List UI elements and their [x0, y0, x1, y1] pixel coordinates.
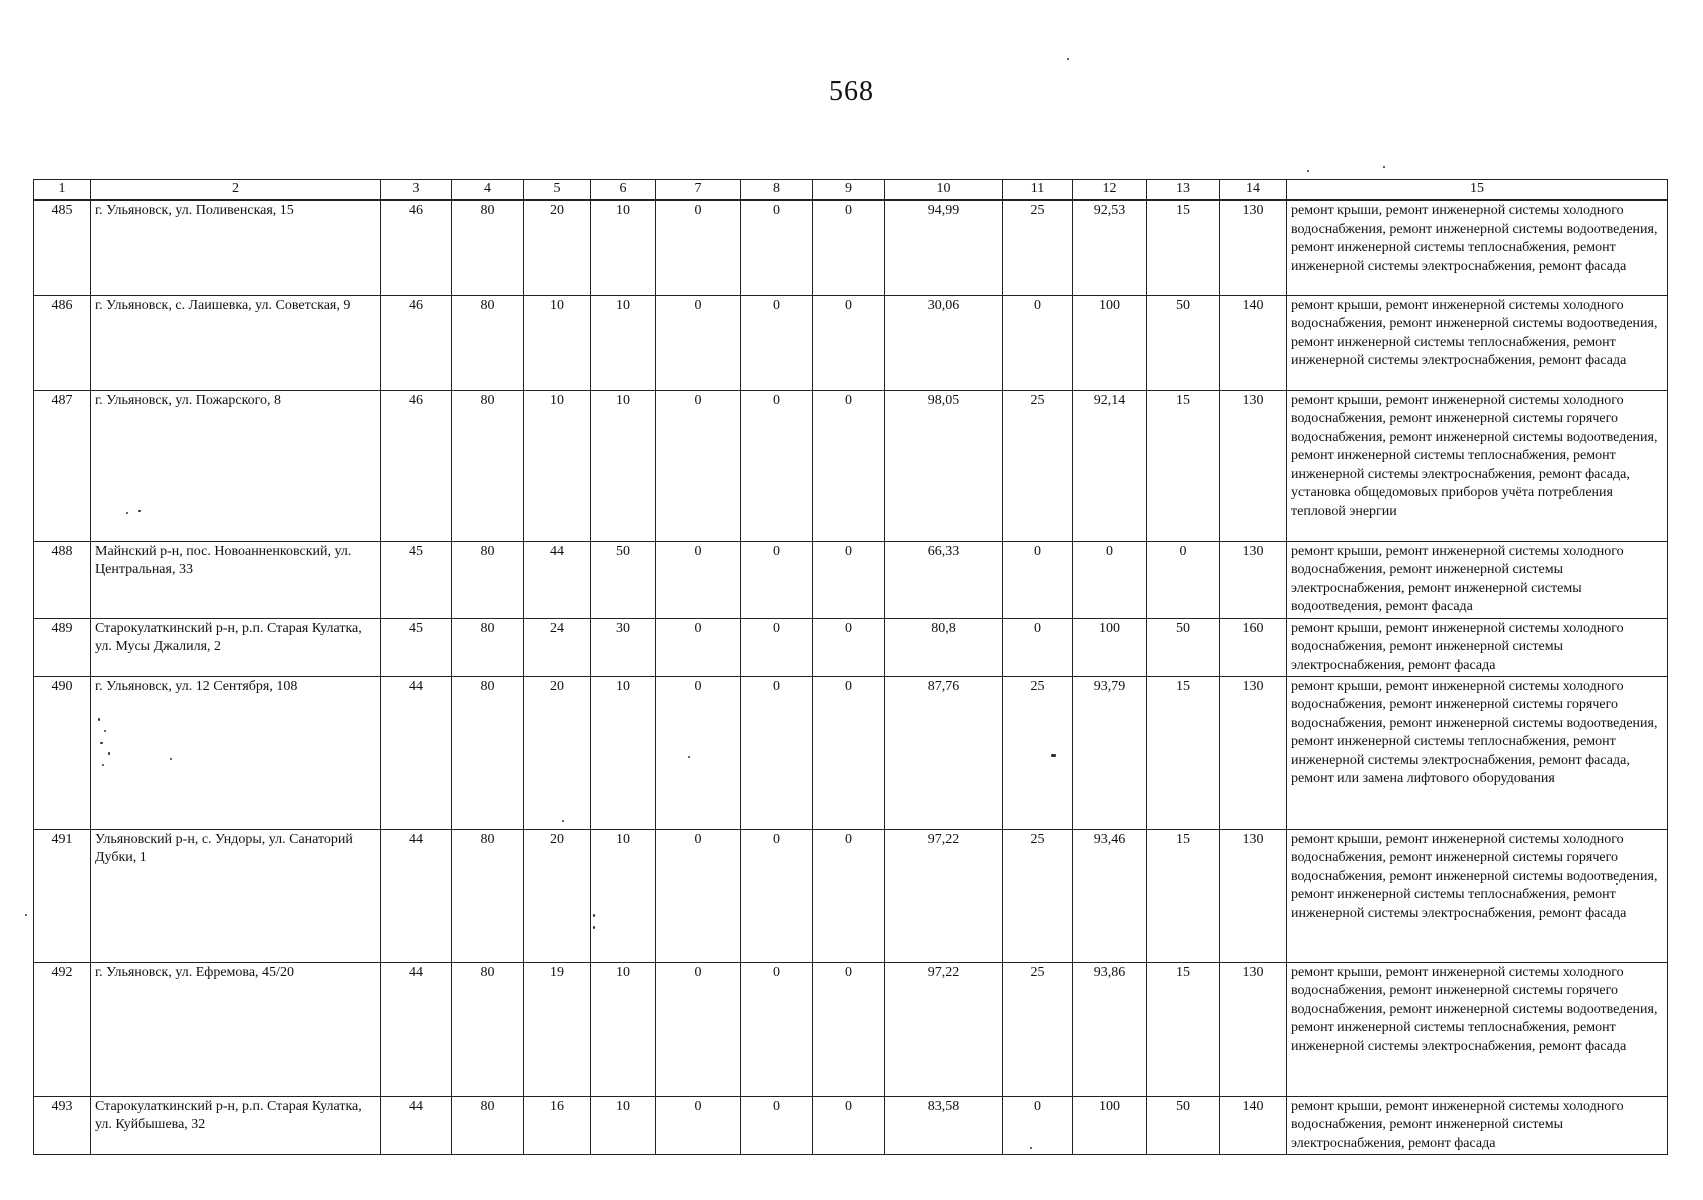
- col12-cell: 100: [1073, 1096, 1147, 1154]
- row-number: 493: [34, 1096, 91, 1154]
- col8-cell: 0: [741, 618, 813, 676]
- col11-cell: 25: [1003, 962, 1073, 1096]
- scan-speck: [25, 914, 27, 916]
- col14-cell: 130: [1220, 676, 1287, 829]
- col14-cell: 130: [1220, 962, 1287, 1096]
- scan-speck: [170, 758, 172, 760]
- col7-cell: 0: [656, 618, 741, 676]
- col13-cell: 15: [1147, 676, 1220, 829]
- row-number: 492: [34, 962, 91, 1096]
- table-row: [34, 676, 1668, 829]
- col9-cell: 0: [813, 200, 885, 295]
- column-header: 9: [813, 180, 885, 201]
- col6-cell: 10: [591, 1096, 656, 1154]
- table-header-row: [34, 180, 1668, 201]
- col10-cell: 98,05: [885, 390, 1003, 541]
- col12-cell: 92,53: [1073, 200, 1147, 295]
- col14-cell: 130: [1220, 829, 1287, 962]
- col11-cell: 25: [1003, 200, 1073, 295]
- col13-cell: 15: [1147, 829, 1220, 962]
- housing-repair-table: [33, 179, 1668, 1155]
- col6-cell: 10: [591, 829, 656, 962]
- col12-cell: 100: [1073, 618, 1147, 676]
- col4-cell: 80: [452, 676, 524, 829]
- col8-cell: 0: [741, 676, 813, 829]
- column-header: 13: [1147, 180, 1220, 201]
- col12-cell: 100: [1073, 295, 1147, 390]
- col5-cell: 20: [524, 676, 591, 829]
- col13-cell: 50: [1147, 1096, 1220, 1154]
- col9-cell: 0: [813, 962, 885, 1096]
- scan-speck: [593, 926, 595, 929]
- row-number: 487: [34, 390, 91, 541]
- column-header: 7: [656, 180, 741, 201]
- col6-cell: 10: [591, 390, 656, 541]
- col12-cell: 93,46: [1073, 829, 1147, 962]
- row-number: 489: [34, 618, 91, 676]
- address-cell: Старокулаткинский р-н, р.п. Старая Кулатка, ул. Куйбышева, 32: [91, 1096, 381, 1154]
- col12-cell: 92,14: [1073, 390, 1147, 541]
- address-cell: г. Ульяновск, ул. Ефремова, 45/20: [91, 962, 381, 1096]
- col5-cell: 44: [524, 541, 591, 618]
- scan-speck: [688, 756, 690, 758]
- col7-cell: 0: [656, 390, 741, 541]
- column-header: 10: [885, 180, 1003, 201]
- page-number: 568: [829, 76, 874, 107]
- col10-cell: 94,99: [885, 200, 1003, 295]
- scan-speck: [1067, 58, 1069, 60]
- col13-cell: 15: [1147, 390, 1220, 541]
- col6-cell: 10: [591, 200, 656, 295]
- table-row: [34, 829, 1668, 962]
- col8-cell: 0: [741, 1096, 813, 1154]
- address-cell: Майнский р-н, пос. Новоанненковский, ул. Центральная, 33: [91, 541, 381, 618]
- col3-cell: 44: [381, 676, 452, 829]
- col4-cell: 80: [452, 1096, 524, 1154]
- col13-cell: 15: [1147, 200, 1220, 295]
- col11-cell: 25: [1003, 829, 1073, 962]
- col12-cell: 93,79: [1073, 676, 1147, 829]
- col9-cell: 0: [813, 541, 885, 618]
- col14-cell: 140: [1220, 1096, 1287, 1154]
- column-header: 1: [34, 180, 91, 201]
- scan-speck: [102, 764, 104, 766]
- col14-cell: 130: [1220, 390, 1287, 541]
- column-header: 14: [1220, 180, 1287, 201]
- row-number: 490: [34, 676, 91, 829]
- col12-cell: 0: [1073, 541, 1147, 618]
- col11-cell: 0: [1003, 1096, 1073, 1154]
- col9-cell: 0: [813, 390, 885, 541]
- address-cell: г. Ульяновск, с. Лаишевка, ул. Советская, 9: [91, 295, 381, 390]
- col7-cell: 0: [656, 962, 741, 1096]
- col5-cell: 10: [524, 295, 591, 390]
- col5-cell: 20: [524, 829, 591, 962]
- table-row: [34, 200, 1668, 295]
- row-number: 491: [34, 829, 91, 962]
- column-header: 11: [1003, 180, 1073, 201]
- col11-cell: 25: [1003, 676, 1073, 829]
- col4-cell: 80: [452, 618, 524, 676]
- col11-cell: 0: [1003, 541, 1073, 618]
- col13-cell: 15: [1147, 962, 1220, 1096]
- col4-cell: 80: [452, 295, 524, 390]
- works-cell: ремонт крыши, ремонт инженерной системы холодного водоснабжения, ремонт инженерной системы электроснабжения, ремонт фасада: [1287, 1096, 1668, 1154]
- scan-speck: [126, 512, 128, 514]
- scan-speck: [1051, 754, 1056, 757]
- col10-cell: 97,22: [885, 829, 1003, 962]
- scan-speck: [1307, 170, 1309, 172]
- works-cell: ремонт крыши, ремонт инженерной системы холодного водоснабжения, ремонт инженерной системы горячего водоснабжения, ремонт инженерной системы водоотведения, ремонт инженерной системы теплоснабжения, ремонт инженерной системы электроснабжения, ремонт фасада: [1287, 829, 1668, 962]
- scan-speck: [138, 510, 141, 512]
- table-row: [34, 962, 1668, 1096]
- column-header: 12: [1073, 180, 1147, 201]
- col6-cell: 50: [591, 541, 656, 618]
- col8-cell: 0: [741, 829, 813, 962]
- col4-cell: 80: [452, 390, 524, 541]
- col9-cell: 0: [813, 676, 885, 829]
- col5-cell: 16: [524, 1096, 591, 1154]
- address-cell: г. Ульяновск, ул. 12 Сентября, 108: [91, 676, 381, 829]
- col7-cell: 0: [656, 200, 741, 295]
- col8-cell: 0: [741, 200, 813, 295]
- col7-cell: 0: [656, 1096, 741, 1154]
- col6-cell: 10: [591, 295, 656, 390]
- col4-cell: 80: [452, 541, 524, 618]
- col14-cell: 130: [1220, 200, 1287, 295]
- row-number: 488: [34, 541, 91, 618]
- col10-cell: 87,76: [885, 676, 1003, 829]
- address-cell: г. Ульяновск, ул. Поливенская, 15: [91, 200, 381, 295]
- col8-cell: 0: [741, 962, 813, 1096]
- works-cell: ремонт крыши, ремонт инженерной системы холодного водоснабжения, ремонт инженерной системы горячего водоснабжения, ремонт инженерной системы водоотведения, ремонт инженерной системы теплоснабжения, ремонт инженерной системы электроснабжения, ремонт фасада: [1287, 962, 1668, 1096]
- scan-speck: [593, 914, 595, 917]
- table-row: [34, 390, 1668, 541]
- column-header: 15: [1287, 180, 1668, 201]
- col10-cell: 83,58: [885, 1096, 1003, 1154]
- scan-speck: [108, 752, 110, 755]
- col6-cell: 10: [591, 676, 656, 829]
- col5-cell: 24: [524, 618, 591, 676]
- works-cell: ремонт крыши, ремонт инженерной системы холодного водоснабжения, ремонт инженерной системы горячего водоснабжения, ремонт инженерной системы водоотведения, ремонт инженерной системы теплоснабжения, ремонт инженерной системы электроснабжения, ремонт фасада, ремонт или замена лифтового оборудования: [1287, 676, 1668, 829]
- col6-cell: 30: [591, 618, 656, 676]
- col3-cell: 44: [381, 962, 452, 1096]
- row-number: 485: [34, 200, 91, 295]
- col5-cell: 19: [524, 962, 591, 1096]
- col8-cell: 0: [741, 541, 813, 618]
- col5-cell: 10: [524, 390, 591, 541]
- scan-speck: [100, 742, 103, 744]
- col3-cell: 46: [381, 200, 452, 295]
- col3-cell: 44: [381, 1096, 452, 1154]
- col13-cell: 0: [1147, 541, 1220, 618]
- col4-cell: 80: [452, 200, 524, 295]
- address-cell: г. Ульяновск, ул. Пожарского, 8: [91, 390, 381, 541]
- col14-cell: 140: [1220, 295, 1287, 390]
- col11-cell: 25: [1003, 390, 1073, 541]
- col3-cell: 45: [381, 541, 452, 618]
- scan-speck: [98, 718, 100, 721]
- col4-cell: 80: [452, 962, 524, 1096]
- col10-cell: 97,22: [885, 962, 1003, 1096]
- address-cell: Старокулаткинский р-н, р.п. Старая Кулатка, ул. Мусы Джалиля, 2: [91, 618, 381, 676]
- works-cell: ремонт крыши, ремонт инженерной системы холодного водоснабжения, ремонт инженерной системы электроснабжения, ремонт фасада: [1287, 618, 1668, 676]
- address-cell: Ульяновский р-н, с. Ундоры, ул. Санаторий Дубки, 1: [91, 829, 381, 962]
- scan-speck: [1383, 166, 1385, 168]
- scan-speck: [562, 820, 564, 822]
- col9-cell: 0: [813, 618, 885, 676]
- col10-cell: 80,8: [885, 618, 1003, 676]
- works-cell: ремонт крыши, ремонт инженерной системы холодного водоснабжения, ремонт инженерной системы электроснабжения, ремонт инженерной системы водоотведения, ремонт фасада: [1287, 541, 1668, 618]
- table-row: [34, 618, 1668, 676]
- works-cell: ремонт крыши, ремонт инженерной системы холодного водоснабжения, ремонт инженерной системы водоотведения, ремонт инженерной системы теплоснабжения, ремонт инженерной системы электроснабжения, ремонт фасада: [1287, 295, 1668, 390]
- col11-cell: 0: [1003, 295, 1073, 390]
- col13-cell: 50: [1147, 618, 1220, 676]
- col4-cell: 80: [452, 829, 524, 962]
- scan-speck: [1030, 1147, 1032, 1149]
- column-header: 6: [591, 180, 656, 201]
- col3-cell: 46: [381, 390, 452, 541]
- col8-cell: 0: [741, 295, 813, 390]
- column-header: 5: [524, 180, 591, 201]
- col7-cell: 0: [656, 829, 741, 962]
- row-number: 486: [34, 295, 91, 390]
- col7-cell: 0: [656, 541, 741, 618]
- col3-cell: 44: [381, 829, 452, 962]
- col12-cell: 93,86: [1073, 962, 1147, 1096]
- col7-cell: 0: [656, 295, 741, 390]
- col14-cell: 160: [1220, 618, 1287, 676]
- column-header: 2: [91, 180, 381, 201]
- col3-cell: 46: [381, 295, 452, 390]
- table-row: [34, 295, 1668, 390]
- scan-speck: [1616, 883, 1618, 885]
- scan-speck: [104, 730, 106, 732]
- column-header: 3: [381, 180, 452, 201]
- col5-cell: 20: [524, 200, 591, 295]
- col10-cell: 30,06: [885, 295, 1003, 390]
- col14-cell: 130: [1220, 541, 1287, 618]
- col3-cell: 45: [381, 618, 452, 676]
- col10-cell: 66,33: [885, 541, 1003, 618]
- column-header: 8: [741, 180, 813, 201]
- col11-cell: 0: [1003, 618, 1073, 676]
- column-header: 4: [452, 180, 524, 201]
- table-row: [34, 541, 1668, 618]
- works-cell: ремонт крыши, ремонт инженерной системы холодного водоснабжения, ремонт инженерной системы горячего водоснабжения, ремонт инженерной системы водоотведения, ремонт инженерной системы теплоснабжения, ремонт инженерной системы электроснабжения, ремонт фасада, установка общедомовых приборов учёта потребления тепловой энергии: [1287, 390, 1668, 541]
- col9-cell: 0: [813, 1096, 885, 1154]
- works-cell: ремонт крыши, ремонт инженерной системы холодного водоснабжения, ремонт инженерной системы водоотведения, ремонт инженерной системы теплоснабжения, ремонт инженерной системы электроснабжения, ремонт фасада: [1287, 200, 1668, 295]
- table-row: [34, 1096, 1668, 1154]
- col8-cell: 0: [741, 390, 813, 541]
- col9-cell: 0: [813, 295, 885, 390]
- col13-cell: 50: [1147, 295, 1220, 390]
- col9-cell: 0: [813, 829, 885, 962]
- col7-cell: 0: [656, 676, 741, 829]
- col6-cell: 10: [591, 962, 656, 1096]
